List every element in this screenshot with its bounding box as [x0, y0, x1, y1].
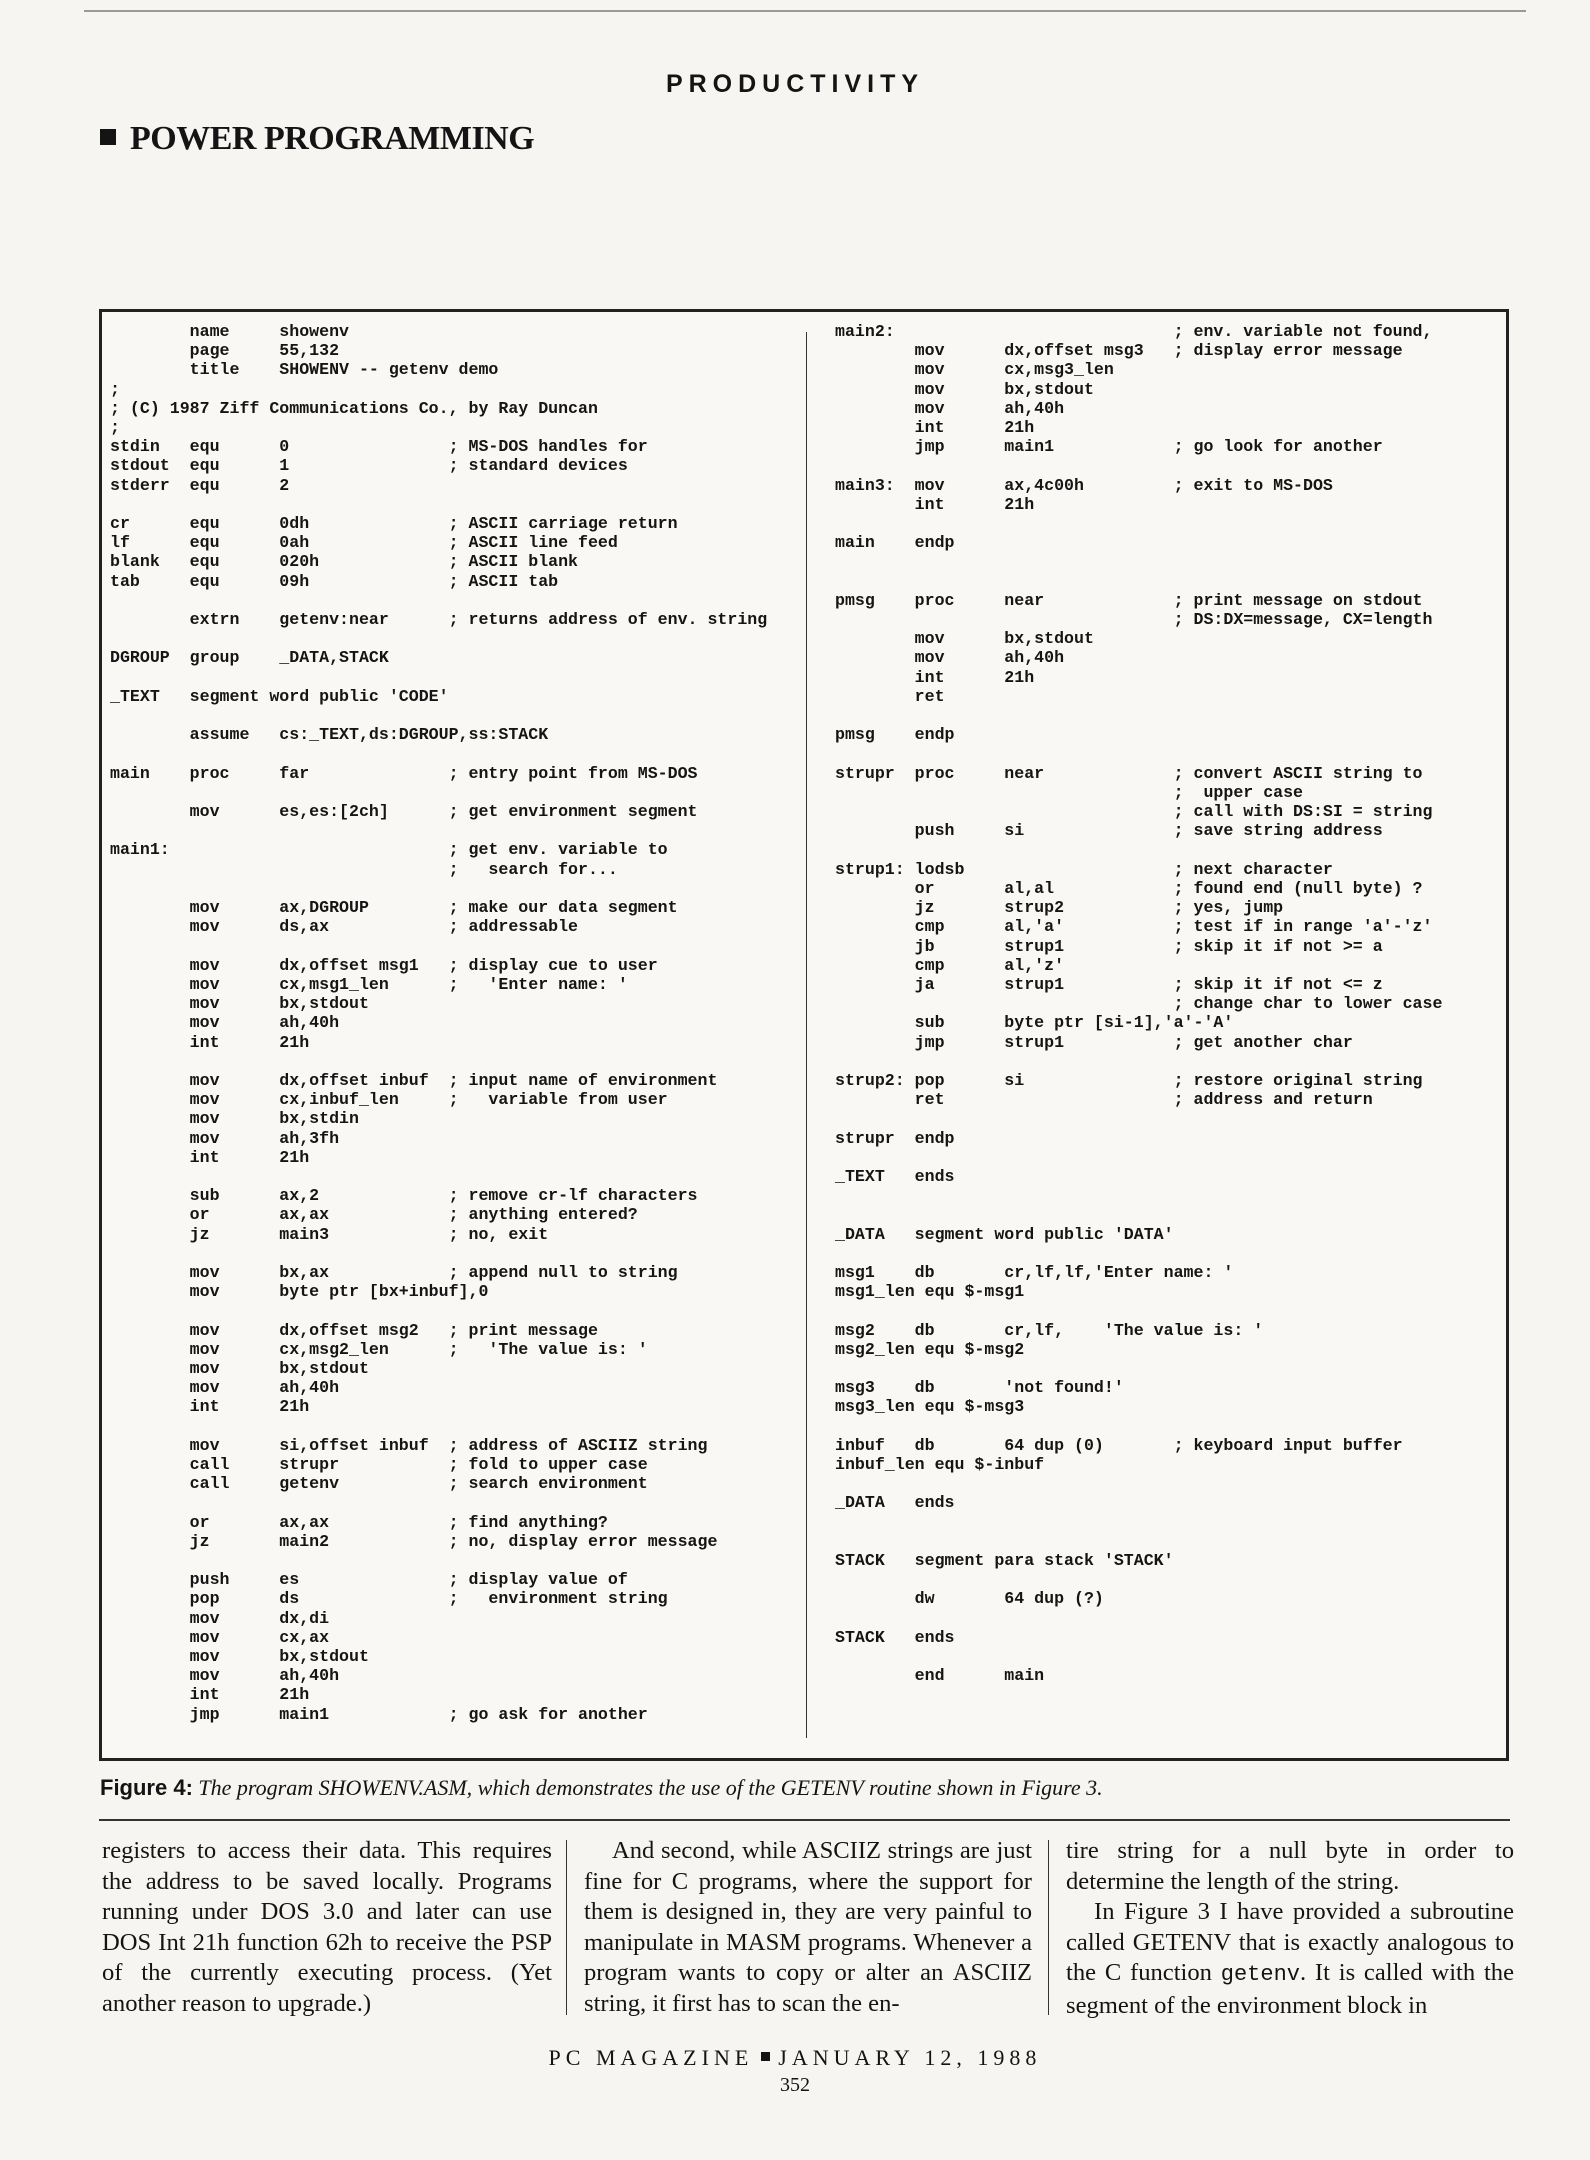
body-column-3 — [1066, 1836, 1514, 2021]
body-paragraph: registers to access their data. This requires the address to be saved locally. Programs running under DOS 3.0 and later can use DOS Int 21h function 62h to receive the PSP of the currently executing process. (Yet another reason to upgrade.) — [102, 1837, 552, 2017]
figure-column-divider — [806, 332, 807, 1738]
page-number: 352 — [780, 2074, 810, 2096]
section-label: PRODUCTIVITY — [665, 70, 925, 98]
square-bullet-icon — [100, 129, 116, 145]
body-paragraph — [1066, 1897, 1514, 2021]
code-listing-right: main2: ; env. variable not found, mov dx,offset msg3 ; display error message mov cx,msg3_len mov bx,stdout mov ah,40h int 21h jmp main1 ; go look for another main3: mov ax,4c00h ; exit to MS-DOS int 21h main endp pmsg proc near ; print message on stdout ; DS:DX=message, CX=length mov bx,stdout mov ah,40h int 21h ret pmsg endp strupr proc near ; convert ASCII string to ; upper case ; call with DS:SI = string push si ; save string address strup1: lodsb ; next character or al,al ; found end (null byte) ? jz strup2 ; yes, jump cmp al,'a' ; test if in range 'a'-'z' jb strup1 ; skip it if not >= a cmp al,'z' ja strup1 ; skip it if not <= z ; change char to lower case sub byte ptr [si-1],'a'-'A' jmp strup1 ; get another char strup2: pop si ; restore original string ret ; address and return strupr endp _TEXT ends _DATA segment word public 'DATA' msg1 db cr,lf,lf,'Enter name: ' msg1_len equ $-msg1 msg2 db cr,lf, 'The value is: ' msg2_len equ $-msg2 msg3 db 'not found!' msg3_len equ $-msg3 inbuf db 64 dup (0) ; keyboard input buffer inbuf_len equ $-inbuf _DATA ends STACK segment para stack 'STACK' dw 64 dup (?) STACK ends end main — [835, 322, 1443, 1686]
body-paragraph: And second, while ASCIIZ strings are just fine for C programs, where the support for them is designed in, they are very painful to manipulate in MASM programs. Whenever a program wants to copy or alter an ASCIIZ string, it first has to scan the en- — [584, 1837, 1032, 2017]
square-separator-icon — [761, 2052, 770, 2061]
caption-rule — [99, 1819, 1510, 1821]
column-rule — [1048, 1840, 1049, 2015]
body-column-2 — [584, 1836, 1032, 2019]
figure-box — [99, 309, 1509, 1761]
page-footer — [0, 2045, 1590, 2071]
body-text: In Figure 3 I have provided a subroutine called GETENV that is exactly analogous to the C function — [1066, 1898, 1514, 1986]
body-paragraph: tire string for a null byte in order to determine the length of the string. — [1066, 1837, 1514, 1895]
body-column-1 — [102, 1836, 552, 2019]
body-text: . It is called with the segment of the environment block in — [1066, 1959, 1514, 2019]
top-rule — [84, 10, 1526, 12]
inline-code: getenv — [1220, 1962, 1300, 1987]
code-listing-left: name showenv page 55,132 title SHOWENV -- getenv demo ; ; (C) 1987 Ziff Communications Co., by Ray Duncan ; stdin equ 0 ; MS-DOS handles for stdout equ 1 ; standard devices stderr equ 2 cr equ 0dh ; ASCII carriage return lf equ 0ah ; ASCII line feed blank equ 020h ; ASCII blank tab equ 09h ; ASCII tab extrn getenv:near ; returns address of env. string DGROUP group _DATA,STACK _TEXT segment word public 'CODE' assume cs:_TEXT,ds:DGROUP,ss:STACK main proc far ; entry point from MS-DOS mov es,es:[2ch] ; get environment segment main1: ; get env. variable to ; search for... mov ax,DGROUP ; make our data segment mov ds,ax ; addressable mov dx,offset msg1 ; display cue to user mov cx,msg1_len ; 'Enter name: ' mov bx,stdout mov ah,40h int 21h mov dx,offset inbuf ; input name of environment mov cx,inbuf_len ; variable from user mov bx,stdin mov ah,3fh int 21h sub ax,2 ; remove cr-lf characters or ax,ax ; anything entered? jz main3 ; no, exit mov bx,ax ; append null to string mov byte ptr [bx+inbuf],0 mov dx,offset msg2 ; print message mov cx,msg2_len ; 'The value is: ' mov bx,stdout mov ah,40h int 21h mov si,offset inbuf ; address of ASCIIZ string call strupr ; fold to upper case call getenv ; search environment or ax,ax ; find anything? jz main2 ; no, display error message push es ; display value of pop ds ; environment string mov dx,di mov cx,ax mov bx,stdout mov ah,40h int 21h jmp main1 ; go ask for another — [110, 322, 768, 1724]
caption-label: Figure 4: — [100, 1775, 193, 1800]
publication-name: PC MAGAZINE — [548, 2045, 754, 2070]
issue-date: JANUARY 12, 1988 — [778, 2045, 1042, 2070]
figure-caption — [100, 1775, 1103, 1801]
caption-text: The program SHOWENV.ASM, which demonstrates the use of the GETENV routine shown in Figure 3. — [192, 1775, 1103, 1800]
headline — [100, 120, 534, 158]
headline-text: POWER PROGRAMMING — [130, 120, 535, 157]
column-rule — [566, 1840, 567, 2015]
